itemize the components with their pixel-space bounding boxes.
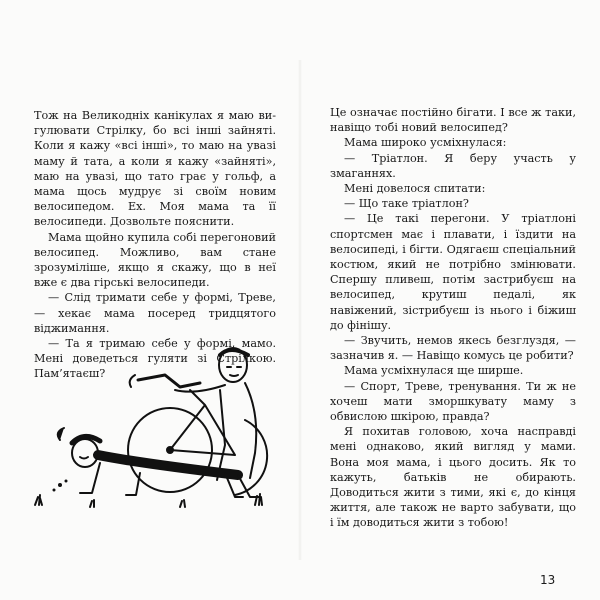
paragraph: Мама щойно купила собі перегоновий велосипед. Можливо, вам стане зрозуміліше, якщо я скажу, що в неї вже є два гірські велосипеди. [34, 230, 276, 290]
page-number: 13 [540, 573, 556, 587]
paragraph: — Та я тримаю себе у формі, мамо. Мені доведеться гуляти зі Стрілкою. Пам’ятаєш? [34, 337, 276, 381]
paragraph: — Звучить, немов якесь безглуздя, — зазначив я. — Навіщо комусь це робити? [330, 334, 576, 363]
paragraph: Це означає постійно бігати. І все ж таки, навіщо тобі новий велосипед? [330, 106, 576, 135]
paragraph: Мені довелося спитати: [344, 182, 486, 196]
paragraph: Мама широко усміхнулася: [344, 136, 507, 150]
mom-pushups-illustration [30, 335, 280, 515]
paragraph: — Спорт, Треве, тренування. Ти ж не хочеш мати зморшкувату маму з обвислою шкірою, правда? [330, 379, 576, 424]
paragraph: Я похитав головою, хоча насправді мені однаково, який вигляд у мами. Вона моя мама, і цього досить. Як то кажуть, батьків не обирають. Доводиться жити з тими, які є, до кінця життя, але також не варто забувати, що і їм доводиться жити з тобою! [330, 425, 576, 530]
paragraph: — Що таке тріатлон? [344, 197, 469, 211]
paragraph: Мама усміхнулася ще ширше. [344, 364, 524, 378]
paragraph: — Це такі перегони. У тріатлоні спортсмен має і плавати, і їздити на велосипеді, і бігти. Одягаєш спеціальний костюм, який не потрібно змінювати. Спершу пливеш, потім застрибуєш на велосипед, крутиш педалі, як навіжений, зістрибуєш із нього і біжиш до фінішу. [330, 212, 576, 332]
right-page [300, 0, 600, 600]
right-page-text [330, 105, 576, 531]
paragraph: — Тріатлон. Я беру участь у змаганнях. [330, 151, 576, 180]
paragraph: — Слід тримати себе у формі, Треве, — хекає мама посеред тридцятого віджимання. [34, 291, 276, 335]
paragraph: Тож на Великодніх канікулах я маю вигулювати Стрілку, бо всі інші зайняті. Коли я кажу «всі інші», то маю на увазі маму й тата, а коли я кажу «зайняті», маю на увазі, що тато грає у гольф, а мама щось мудрує зі своїм новим велосипедом. Ех. Моя мама та її велосипеди. Дозвольте пояснити. [34, 109, 276, 229]
